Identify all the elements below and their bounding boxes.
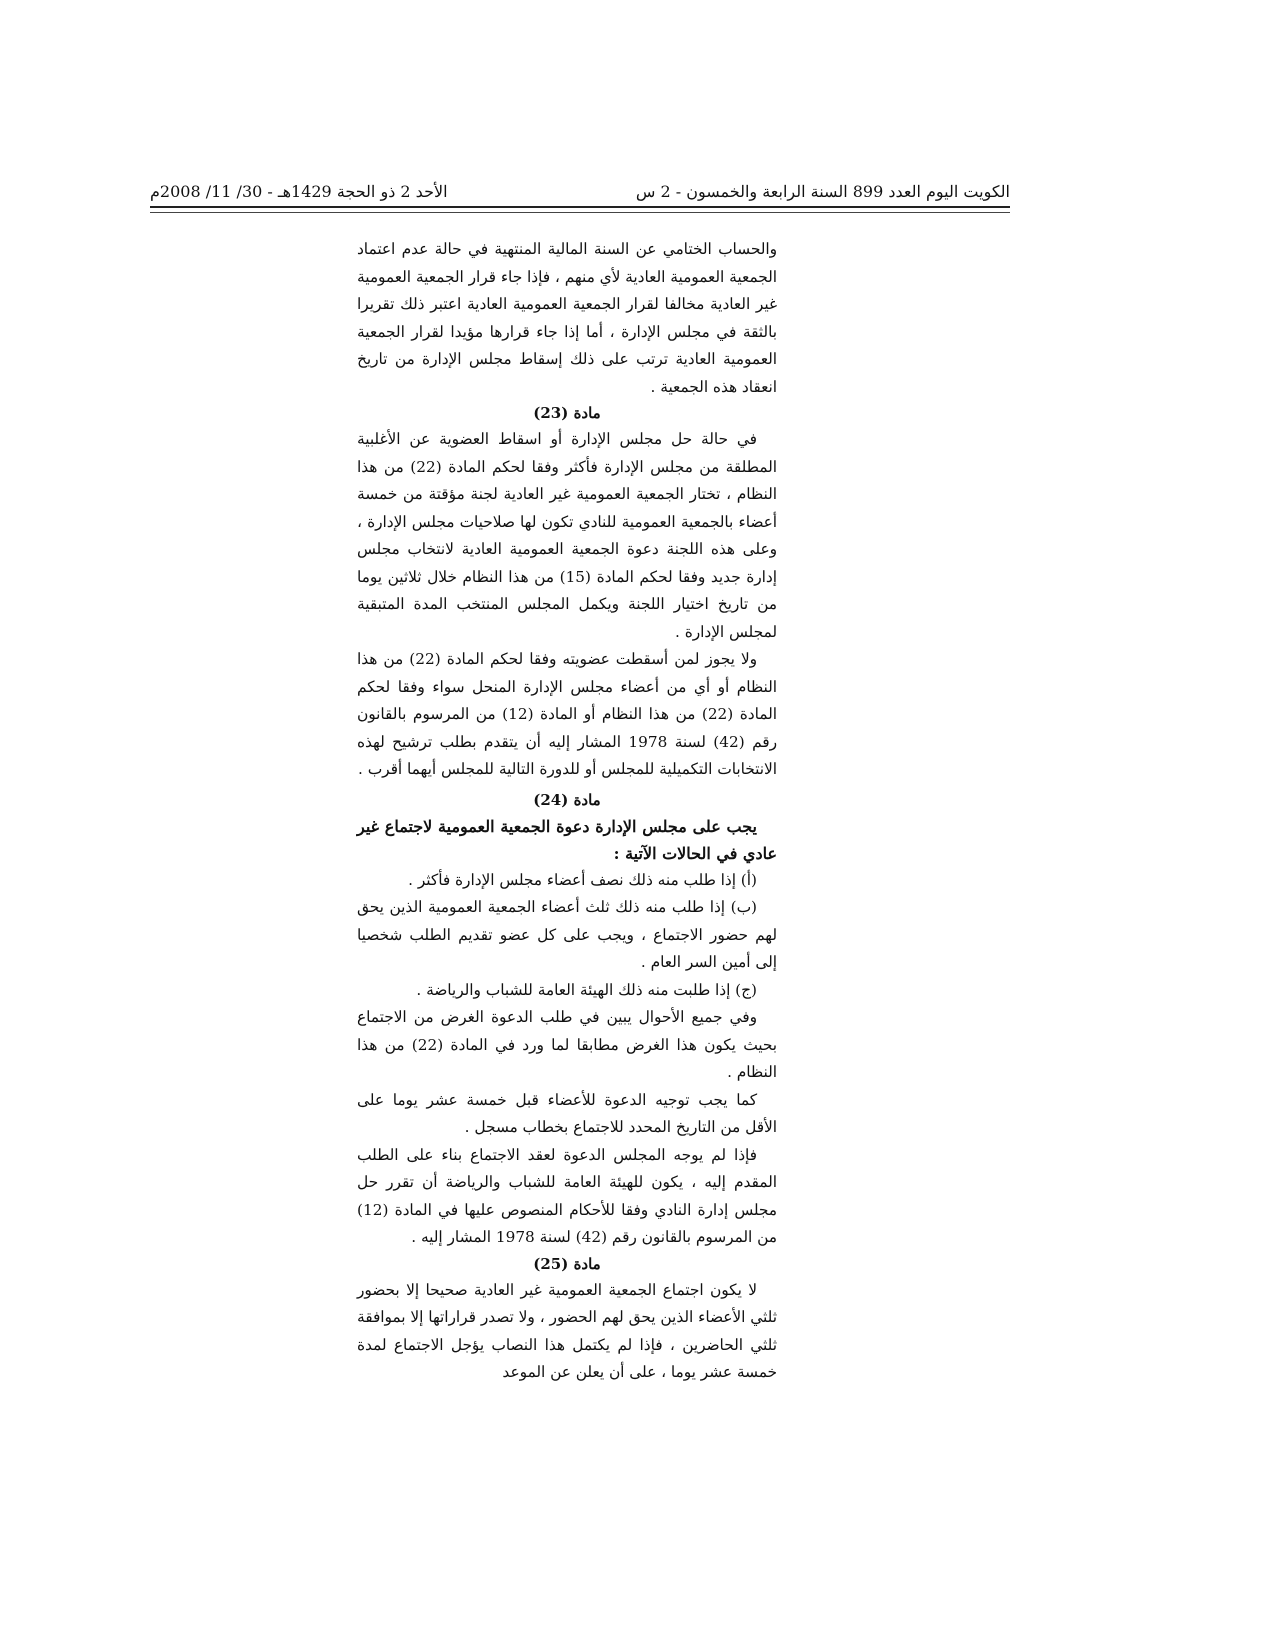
article-25-paragraph: لا يكون اجتماع الجمعية العمومية غير العادية صحيحا إلا بحضور ثلثي الأعضاء الذين يحق لهم الحضور ، ولا تصدر قراراتها إلا بموافقة ثلثي الحاضرين ، فإذا لم يكتمل هذا النصاب يؤجل الاجتماع لمدة خمسة عشر يوما ، على أن يعلن عن الموعد — [357, 1280, 777, 1381]
header-issue-info: الكويت اليوم العدد 899 السنة الرابعة والخمسون - 2 س — [635, 182, 1010, 201]
article-24-paragraph: وفي جميع الأحوال يبين في طلب الدعوة الغرض من الاجتماع بحيث يكون هذا الغرض مطابقا لما ورد في المادة (22) من هذا النظام . — [357, 1008, 777, 1081]
header-rule-thin — [150, 212, 1010, 213]
article-23-paragraph-2: ولا يجوز لمن أسقطت عضويته وفقا لحكم المادة (22) من هذا النظام أو أي من أعضاء مجلس الإدارة المنحل سواء وفقا لحكم المادة (22) من هذا النظام أو المادة (12) من المرسوم بالقانون رقم (42) لسنة 1978 المشار إليه أن يتقدم بطلب ترشيح لهذه الانتخابات التكميلية للمجلس أو للدورة التالية للمجلس أيهما أقرب . — [357, 650, 777, 778]
article-24-item-c: (ج) إذا طلبت منه ذلك الهيئة العامة للشباب والرياضة . — [416, 980, 757, 999]
paragraph-continuation: والحساب الختامي عن السنة المالية المنتهية في حالة عدم اعتماد الجمعية العمومية العادية لأي منهم ، فإذا جاء قرار الجمعية العمومية غير العادية مخالفا لقرار الجمعية العمومية العادية اعتبر ذلك تقريرا بالثقة في مجلس الإدارة ، أما إذا جاء قرارها مؤيدا لقرار الجمعية العمومية العادية ترتب على ذلك إسقاط مجلس الإدارة من تاريخ انعقاد هذه الجمعية . — [357, 240, 777, 396]
article-23-title: مادة (23) — [533, 404, 601, 422]
article-24-intro: يجب على مجلس الإدارة دعوة الجمعية العمومية لاجتماع غير عادي في الحالات الآتية : — [357, 816, 777, 863]
text-column — [357, 236, 777, 1387]
article-24-item-b: (ب) إذا طلب منه ذلك ثلث أعضاء الجمعية العمومية الذين يحق لهم حضور الاجتماع ، ويجب على كل عضو تقديم الطلب شخصيا إلى أمين السر العام . — [357, 898, 777, 971]
header-rule-thick — [150, 206, 1010, 208]
article-23-paragraph: في حالة حل مجلس الإدارة أو اسقاط العضوية عن الأغلبية المطلقة من مجلس الإدارة فأكثر وفقا لحكم المادة (22) من هذا النظام ، تختار الجمعية العمومية غير العادية لجنة مؤقتة من خمسة أعضاء بالجمعية العمومية للنادي تكون لها صلاحيات مجلس الإدارة ، وعلى هذه اللجنة دعوة الجمعية العمومية العادية لانتخاب مجلس إدارة جديد وفقا لحكم المادة (15) من هذا النظام خلال ثلاثين يوما من تاريخ اختيار اللجنة ويكمل المجلس المنتخب المدة المتبقية لمجلس الإدارة . — [357, 430, 777, 641]
article-24-paragraph-2: كما يجب توجيه الدعوة للأعضاء قبل خمسة عشر يوما على الأقل من التاريخ المحدد للاجتماع بخطاب مسجل . — [357, 1090, 777, 1136]
header-date: الأحد 2 ذو الحجة 1429هـ - 30/ 11/ 2008م — [150, 182, 448, 201]
page-header — [150, 176, 1010, 206]
article-24-title: مادة (24) — [533, 790, 601, 809]
article-25-title: مادة (25) — [533, 1254, 601, 1273]
article-24-paragraph-3: فإذا لم يوجه المجلس الدعوة لعقد الاجتماع بناء على الطلب المقدم إليه ، يكون للهيئة العامة للشباب والرياضة أن تقرر حل مجلس إدارة النادي وفقا للأحكام المنصوص عليها في المادة (12) من المرسوم بالقانون رقم (42) لسنة 1978 المشار إليه . — [357, 1145, 777, 1246]
article-24-item-a: (أ) إذا طلب منه ذلك نصف أعضاء مجلس الإدارة فأكثر . — [408, 870, 757, 889]
